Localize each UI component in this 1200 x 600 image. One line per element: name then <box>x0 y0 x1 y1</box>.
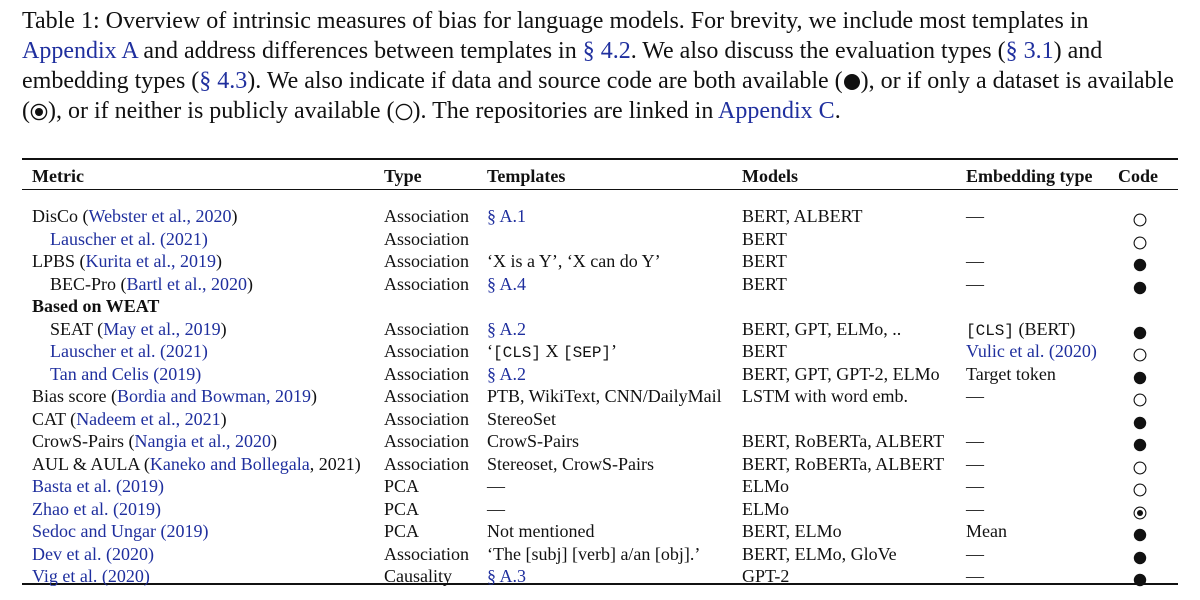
models-cell: BERT, ELMo, GloVe <box>742 543 897 564</box>
citation-link[interactable]: Sedoc and Ungar (2019) <box>32 521 209 541</box>
templates-cell[interactable]: § A.4 <box>487 273 527 294</box>
metric-cell <box>32 408 227 431</box>
type-cell: Association <box>384 453 469 474</box>
full-circle-icon <box>1127 318 1153 341</box>
metric-cell <box>32 250 222 273</box>
table-row <box>22 498 1178 521</box>
metric-cell <box>50 340 208 363</box>
templates-cell: Not mentioned <box>487 521 595 541</box>
type-cell: Causality <box>384 566 452 586</box>
full-circle-icon <box>1127 408 1153 431</box>
embedding-cell: [CLS] (BERT) <box>966 318 1076 340</box>
embedding-cell: Mean <box>966 521 1007 541</box>
type-cell: Association <box>384 543 469 564</box>
metric-cell <box>50 273 253 296</box>
table-row <box>22 385 1178 408</box>
citation-link[interactable]: Tan and Celis (2019) <box>50 363 202 384</box>
metric-cell <box>32 475 164 498</box>
templates-cell: ‘X is a Y’, ‘X can do Y’ <box>487 251 661 271</box>
type-cell: Association <box>384 408 469 429</box>
header-code: Code <box>1118 166 1158 186</box>
table-row <box>22 205 1178 228</box>
dot-circle-icon <box>30 103 48 121</box>
empty-circle-icon <box>1127 475 1153 498</box>
metric-cell <box>50 363 201 386</box>
models-cell: GPT-2 <box>742 566 790 586</box>
table-row <box>22 475 1178 498</box>
type-cell: PCA <box>384 521 420 541</box>
embedding-cell: — <box>966 206 984 226</box>
type-cell: PCA <box>384 498 420 519</box>
templates-cell[interactable]: § A.3 <box>487 566 527 586</box>
metric-suffix: ) <box>246 273 253 294</box>
table-row <box>22 430 1178 453</box>
table-row <box>22 340 1178 363</box>
type-cell: Association <box>384 386 469 406</box>
table-row <box>22 318 1178 341</box>
citation-link[interactable]: Dev et al. (2020) <box>32 543 154 564</box>
metric-cell <box>32 385 317 408</box>
embedding-cell: — <box>966 566 984 586</box>
full-circle-icon <box>1127 565 1153 588</box>
metric-cell <box>32 543 154 566</box>
metric-cell <box>32 520 208 543</box>
metric-suffix: ) <box>270 431 277 451</box>
caption-label: Table 1: <box>22 8 100 34</box>
metric-name: Bias score ( <box>32 386 117 406</box>
metric-name: AUL & AULA ( <box>32 453 150 474</box>
table-row <box>22 250 1178 273</box>
metric-name: BEC-Pro ( <box>50 273 127 294</box>
type-cell: Association <box>384 228 469 249</box>
empty-circle-icon <box>395 103 413 121</box>
models-cell: BERT, ALBERT <box>742 206 863 226</box>
appendix-c-link[interactable]: Appendix C <box>718 98 835 124</box>
metric-cell <box>32 498 161 521</box>
metric-suffix: , 2021) <box>309 453 361 474</box>
citation-link[interactable]: Nadeem et al., 2021 <box>76 408 221 429</box>
type-cell: PCA <box>384 476 420 496</box>
empty-circle-icon <box>1127 205 1153 228</box>
citation-link[interactable]: Lauscher et al. (2021) <box>50 228 208 249</box>
table-row <box>22 273 1178 296</box>
empty-circle-icon <box>1127 385 1153 408</box>
type-cell: Association <box>384 318 469 339</box>
templates-cell[interactable]: § A.2 <box>487 363 527 384</box>
table-body <box>22 205 1178 588</box>
embedding-cell: — <box>966 386 984 406</box>
full-circle-icon <box>1127 543 1153 566</box>
table-row <box>22 565 1178 588</box>
embedding-cell: — <box>966 431 984 451</box>
table-row <box>22 520 1178 543</box>
citation-link[interactable]: Bordia and Bowman, 2019 <box>116 386 311 406</box>
appendix-a-link[interactable]: Appendix A <box>22 38 138 64</box>
header-embedding-type: Embedding type <box>966 166 1093 186</box>
empty-circle-icon <box>1127 228 1153 251</box>
table-row <box>22 408 1178 431</box>
citation-link[interactable]: Bartl et al., 2020 <box>126 273 247 294</box>
models-cell: LSTM with word emb. <box>742 386 908 406</box>
templates-cell: — <box>487 498 505 519</box>
section-4-3-link[interactable]: § 4.3 <box>199 68 248 94</box>
templates-cell: PTB, WikiText, CNN/DailyMail <box>487 386 722 406</box>
models-cell: ELMo <box>742 498 789 519</box>
table-row <box>22 543 1178 566</box>
templates-cell: CrowS-Pairs <box>487 431 580 451</box>
models-cell: BERT, GPT, ELMo, .. <box>742 318 902 339</box>
metric-suffix: ) <box>310 386 317 406</box>
full-circle-icon <box>1127 430 1153 453</box>
embedding-cell[interactable]: Vulic et al. (2020) <box>966 341 1097 361</box>
embedding-cell: — <box>966 453 984 474</box>
models-cell: BERT <box>742 228 787 249</box>
dot-circle-icon <box>1127 498 1153 521</box>
templates-cell[interactable]: § A.2 <box>487 318 527 339</box>
metric-suffix: ) <box>231 206 238 226</box>
metric-suffix: ) <box>216 251 222 271</box>
type-cell: Association <box>384 341 469 361</box>
models-cell: BERT <box>742 251 787 271</box>
citation-link[interactable]: Vig et al. (2020) <box>32 566 150 586</box>
embedding-cell: — <box>966 476 984 496</box>
type-cell: Association <box>384 363 469 384</box>
models-cell: BERT, RoBERTa, ALBERT <box>742 453 945 474</box>
citation-link[interactable]: Lauscher et al. (2021) <box>50 341 208 361</box>
templates-cell[interactable]: § A.1 <box>487 206 527 226</box>
metric-suffix: ) <box>220 318 227 339</box>
full-circle-icon <box>1127 250 1153 273</box>
type-cell: Association <box>384 273 469 294</box>
metric-name: CAT ( <box>32 408 77 429</box>
embedding-cell: — <box>966 498 984 519</box>
empty-circle-icon <box>1127 453 1153 476</box>
section-4-2-link[interactable]: § 4.2 <box>582 38 631 64</box>
header-templates: Templates <box>487 166 566 186</box>
models-cell: BERT <box>742 273 787 294</box>
table-row <box>22 363 1178 386</box>
models-cell: ELMo <box>742 476 789 496</box>
table-row <box>22 453 1178 476</box>
metric-name: DisCo ( <box>32 206 89 226</box>
full-circle-icon <box>1127 363 1153 386</box>
metric-cell <box>50 228 208 251</box>
section-label-weat: Based on WEAT <box>32 296 160 316</box>
metric-name: CrowS-Pairs ( <box>32 431 135 451</box>
templates-cell: StereoSet <box>487 408 556 429</box>
citation-link[interactable]: Basta et al. (2019) <box>32 476 164 496</box>
metric-cell <box>32 565 150 588</box>
metric-cell <box>32 205 238 228</box>
citation-link[interactable]: Nangia et al., 2020 <box>134 431 271 451</box>
type-cell: Association <box>384 431 469 451</box>
table-caption: Table 1: Overview of intrinsic measures of bias for language models. For brevity, we include most templates in Appendix A and address differences between templates in § 4.2. We also discuss the evaluation types (§ 3.1) and embedding types (§ 4.3). We also indicate if data and source code are both available ( ), or if only a dataset is available ( ), or if neither is publicly available ( ). The repositories are linked in Appendix C. <box>22 8 1174 124</box>
templates-cell: — <box>487 476 505 496</box>
models-cell: BERT, GPT, GPT-2, ELMo <box>742 363 940 384</box>
models-cell: BERT, ELMo <box>742 521 842 541</box>
templates-cell: ‘[CLS] X [SEP]’ <box>487 341 618 362</box>
section-3-1-link[interactable]: § 3.1 <box>1005 38 1054 64</box>
citation-link[interactable]: Kurita et al., 2019 <box>85 251 216 271</box>
metric-name: SEAT ( <box>50 318 104 339</box>
table-row <box>22 228 1178 251</box>
templates-cell: ‘The [subj] [verb] a/an [obj].’ <box>487 543 701 564</box>
citation-link[interactable]: Webster et al., 2020 <box>88 206 232 226</box>
embedding-cell: — <box>966 273 984 294</box>
citation-link[interactable]: Kaneko and Bollegala <box>149 453 310 474</box>
metric-name: LPBS ( <box>32 251 86 271</box>
table-top-rule <box>22 158 1178 160</box>
full-circle-icon <box>1127 273 1153 296</box>
citation-link[interactable]: Zhao et al. (2019) <box>32 498 161 519</box>
full-circle-icon <box>1127 520 1153 543</box>
full-circle-icon <box>843 73 861 91</box>
models-cell: BERT, RoBERTa, ALBERT <box>742 431 945 451</box>
embedding-cell: Target token <box>966 363 1056 384</box>
metric-suffix: ) <box>220 408 227 429</box>
type-cell: Association <box>384 251 469 271</box>
embedding-cell: — <box>966 251 984 271</box>
bias-measures-table <box>22 165 1178 588</box>
metric-cell <box>32 453 361 476</box>
section-row <box>22 295 1178 318</box>
table-header-row <box>22 165 1178 187</box>
type-cell: Association <box>384 206 469 226</box>
metric-cell <box>32 430 277 453</box>
header-models: Models <box>742 166 798 186</box>
embedding-cell: — <box>966 543 984 564</box>
models-cell: BERT <box>742 341 787 361</box>
metric-cell <box>50 318 227 341</box>
header-type: Type <box>384 166 422 186</box>
header-metric: Metric <box>32 166 84 186</box>
citation-link[interactable]: May et al., 2019 <box>103 318 221 339</box>
templates-cell: Stereoset, CrowS-Pairs <box>487 453 654 474</box>
empty-circle-icon <box>1127 340 1153 363</box>
